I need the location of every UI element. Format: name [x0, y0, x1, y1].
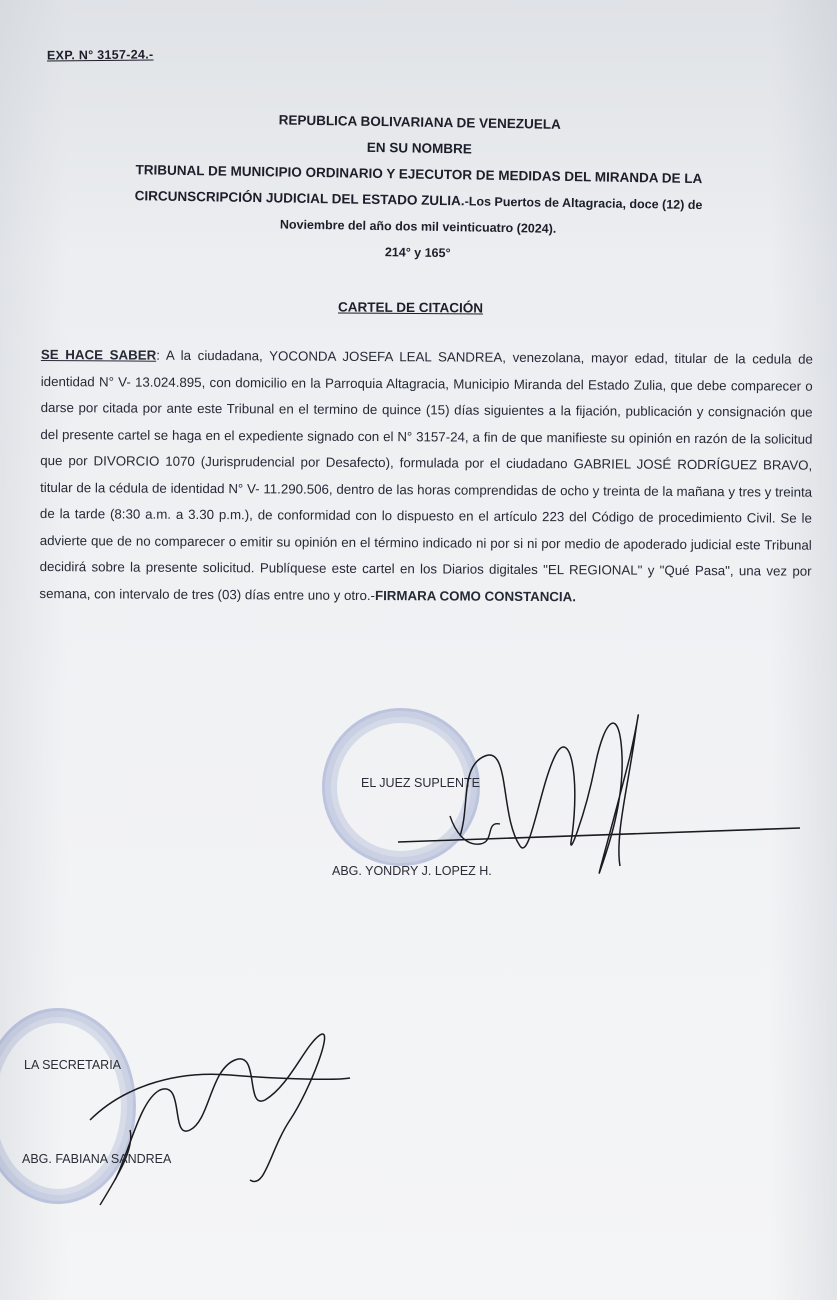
- header-tribunal: TRIBUNAL DE MUNICIPIO ORDINARIO Y EJECUTOR DE MEDIDAS DEL MIRANDA DE LA: [135, 162, 703, 187]
- expediente-number: EXP. N° 3157-24.-: [46, 47, 154, 63]
- judge-signature: [390, 696, 810, 886]
- secretary-name: ABG. FABIANA SANDREA: [22, 1152, 172, 1166]
- secretary-signature: [60, 1030, 360, 1220]
- citation-body: [39, 342, 813, 612]
- header-circunscripcion: CIRCUNSCRIPCIÓN JUDICIAL DEL ESTADO ZULIA.: [134, 188, 465, 209]
- body-lead: SE HACE SABER: [40, 346, 157, 363]
- header-place-date: -Los Puertos de Altagracia, doce (12) de: [464, 194, 703, 213]
- secretary-title: LA SECRETARIA: [24, 1058, 122, 1072]
- header-date-continued: Noviembre del año dos mil veinticuatro (2024).: [279, 217, 557, 236]
- body-closing: FIRMARA COMO CONSTANCIA.: [374, 587, 576, 604]
- document-title: CARTEL DE CITACIÓN: [337, 299, 484, 316]
- judge-name: ABG. YONDRY J. LOPEZ H.: [332, 864, 492, 878]
- header-en-su-nombre: EN SU NOMBRE: [366, 139, 472, 157]
- document-header: [58, 104, 780, 271]
- header-years: 214° y 165°: [384, 245, 451, 261]
- header-republic: REPUBLICA BOLIVARIANA DE VENEZUELA: [278, 112, 561, 132]
- judge-title: EL JUEZ SUPLENTE: [361, 776, 481, 790]
- body-text: : A la ciudadana, YOCONDA JOSEFA LEAL SANDREA, venezolana, mayor edad, titular de la cedula de identidad N° V- 13.024.895, con domicilio en la Parroquia Altagracia, Municipio Miranda del Estado Zulia, que debe comparecer o darse por citada por ante este Tribunal en el termino de quince (15) días siguientes a la fijación, publicación y consignación que del presente cartel se haga en el expediente signado con el N° 3157-24, a fin de que manifieste su opinión en razón de la solicitud que por DIVORCIO 1070 (Jurisprudencial por Desafecto), formulada por el ciudadano GABRIEL JOSÉ RODRÍGUEZ BRAVO, titular de la cédula de identidad N° V- 11.290.506, dentro de las horas comprendidas de ocho y treinta de la mañana y tres y treinta de la tarde (8:30 a.m. a 3.30 p.m.), de conformidad con lo dispuesto en el artículo 223 del Código de procedimiento Civil. Se le advierte que de no comparecer o emitir su opinión en el término indicado ni por si ni por medio de apoderado judicial este Tribunal decidirá sobre la presente solicitud. Publíquese este cartel en los Diarios digitales "EL REGIONAL" y "Qué Pasa", una vez por semana, con intervalo de tres (03) días entre uno y otro.-: [39, 347, 813, 603]
